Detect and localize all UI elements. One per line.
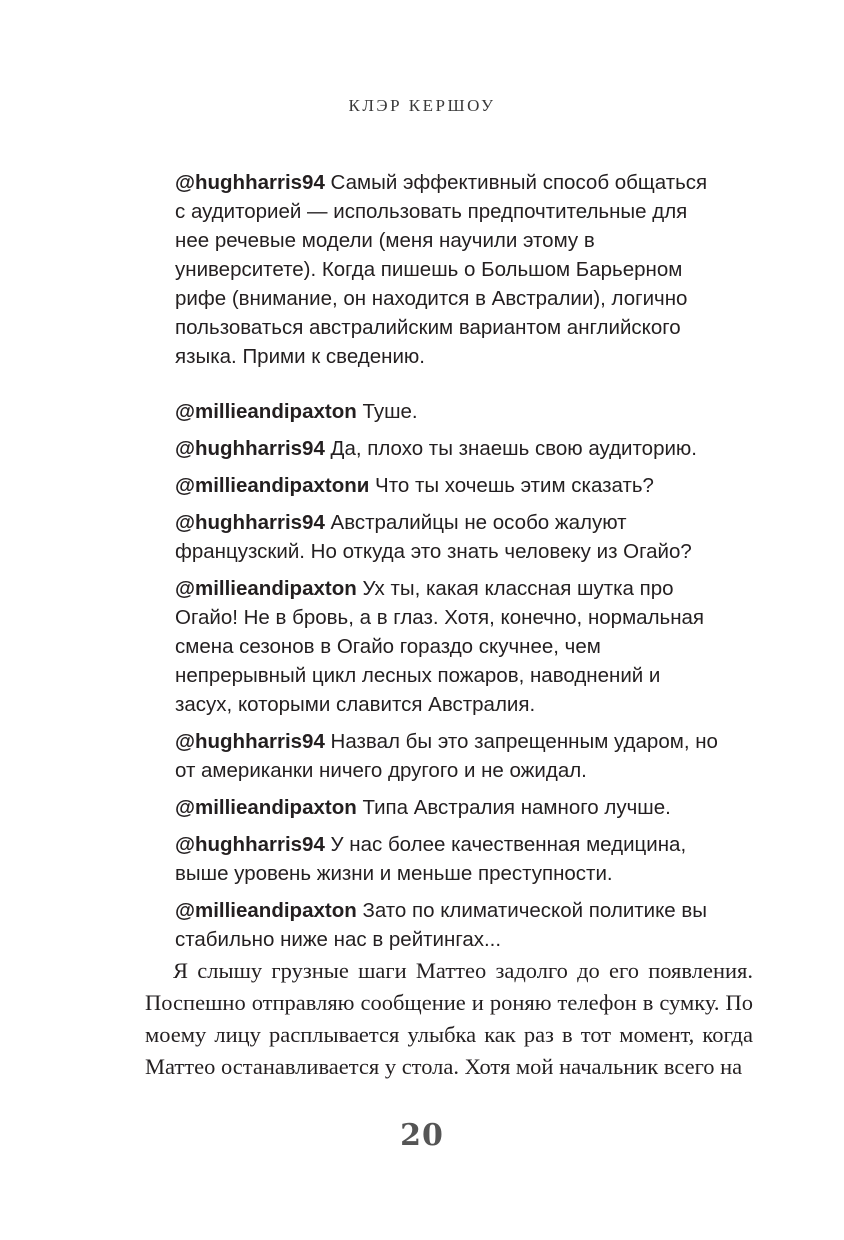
chat-message	[175, 168, 720, 371]
chat-username: @millieandipaxton	[175, 400, 357, 423]
chat-text: Типа Австралия намного лучше.	[356, 796, 671, 819]
chat-text: Назвал бы это запрещенным ударом, но от американки ничего другого и не ожидал.	[175, 730, 718, 782]
chat-message	[175, 574, 720, 719]
chat-text: Зато по климатической политике вы стабильно ниже нас в рейтингах...	[175, 899, 708, 951]
chat-username: @millieandipaxton	[175, 577, 357, 600]
chat-username: @millieandipaxton	[175, 899, 357, 922]
chat-transcript	[175, 168, 720, 962]
narrative-paragraph: Я слышу грузные шаги Маттео задолго до его появления. Поспешно отправляю сообщение и роняю телефон в сумку. По моему лицу расплывается улыбка как раз в тот момент, когда Маттео останавливается у стола. Хотя мой начальник всего на	[145, 958, 753, 1079]
chat-text: Да, плохо ты знаешь свою аудиторию.	[324, 437, 697, 460]
chat-username: @hughharris94	[175, 730, 325, 753]
chat-text: У нас более качественная медицина, выше уровень жизни и меньше преступности.	[175, 833, 687, 885]
chat-username: @hughharris94	[175, 511, 325, 534]
chat-text: Самый эффективный способ общаться с аудиторией — использовать предпочтительные для нее речевые модели (меня научили этому в университете). Когда пишешь о Большом Барьерном рифе (внимание, он находится в Австралии), логично пользоваться австралийским вариантом английского языка. Прими к сведению.	[175, 171, 708, 368]
chat-username: @millieandipaxton	[175, 796, 357, 819]
chat-message	[175, 471, 720, 500]
chat-text: Туше.	[356, 400, 418, 423]
chat-text: Австралийцы не особо жалуют французский. Но откуда это знать человеку из Огайо?	[175, 511, 692, 563]
chat-message	[175, 727, 720, 785]
chat-message	[175, 508, 720, 566]
chat-message	[175, 793, 720, 822]
chat-text: Ух ты, какая классная шутка про Огайо! Не в бровь, а в глаз. Хотя, конечно, нормальная смена сезонов в Огайо гораздо скучнее, чем непрерывный цикл лесных пожаров, наводнений и засух, которыми славится Австралия.	[175, 577, 705, 716]
page-number: 20	[400, 1118, 444, 1153]
chat-username: @hughharris94	[175, 171, 325, 194]
chat-username: @hughharris94	[175, 437, 325, 460]
running-head-author: КЛЭР КЕРШОУ	[348, 96, 496, 115]
chat-message	[175, 434, 720, 463]
chat-username: @hughharris94	[175, 833, 325, 856]
chat-message	[175, 397, 720, 426]
chat-text: Что ты хочешь этим сказать?	[369, 474, 654, 497]
chat-username: @millieandipaxtonи	[175, 474, 370, 497]
chat-message	[175, 896, 720, 954]
chat-message	[175, 830, 720, 888]
